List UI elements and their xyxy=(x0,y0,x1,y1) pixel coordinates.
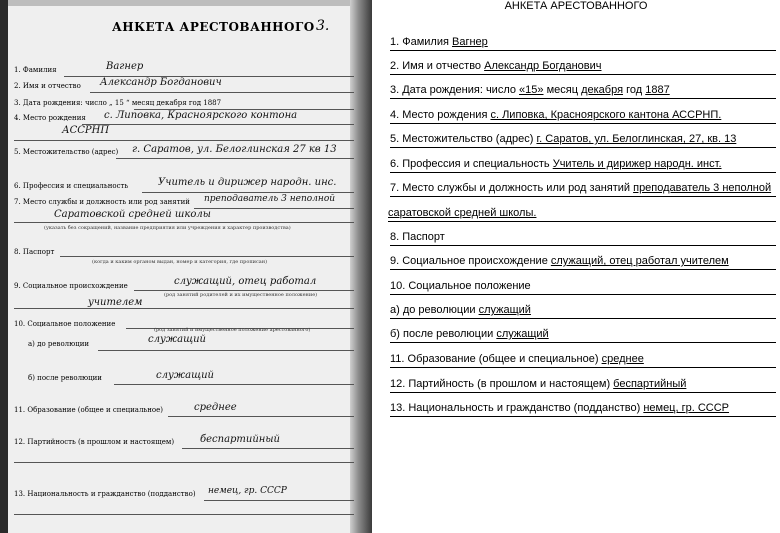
scan-row-7-label: 7. Место службы и должность или род занятий xyxy=(14,198,190,206)
line-1-value: Вагнер xyxy=(452,36,488,48)
line-10a-value: служащий xyxy=(478,304,531,316)
line-6-label: 6. Профессия и специальность xyxy=(390,158,553,170)
transcript-line-10b xyxy=(390,328,776,343)
line-3-month-label: месяц xyxy=(543,84,582,96)
transcript-line-10a xyxy=(390,304,776,319)
line-1-label: 1. Фамилия xyxy=(390,36,452,48)
scan-row-5 xyxy=(14,144,354,164)
scan-row-8-sub: (когда и каким органом выдан, номер и категория, где прописан) xyxy=(92,259,268,265)
line-12-value: беспартийный xyxy=(613,378,687,390)
transcript-line-6 xyxy=(390,158,776,173)
scan-row-5-label: 5. Местожительство (адрес) xyxy=(14,148,119,156)
transcript-title: АНКЕТА АРЕСТОВАННОГО xyxy=(504,0,648,12)
scan-row-1-hand: Вагнер xyxy=(106,61,144,72)
scan-row-4-hand: с. Липовка, Красноярского контона xyxy=(104,110,298,121)
scan-edge-left xyxy=(0,0,8,533)
transcript-line-11 xyxy=(390,353,776,368)
transcription-panel xyxy=(372,0,780,533)
line-12-label: 12. Партийность (в прошлом и настоящем) xyxy=(390,378,614,390)
scan-row-4-label: 4. Место рождения xyxy=(14,114,86,122)
transcript-line-3 xyxy=(390,84,776,99)
scan-page-number: 3. xyxy=(316,18,330,34)
scan-row-6-hand: Учитель и дирижер народн. инс. xyxy=(158,177,337,188)
line-9-value: служащий, отец работал учителем xyxy=(550,255,729,267)
line-13-value: немец, гр. СССР xyxy=(643,402,730,414)
line-9-label: 9. Социальное происхождение xyxy=(390,255,551,267)
line-2-value: Александр Богданович xyxy=(484,60,602,72)
scan-row-8 xyxy=(14,248,354,266)
scan-row-2 xyxy=(14,77,354,94)
scan-row-10a-hand: служащий xyxy=(148,334,206,345)
scan-row-2-label: 2. Имя и отчество xyxy=(14,82,81,90)
line-5-label: 5. Местожительство (адрес) xyxy=(390,133,537,145)
scan-row-10a xyxy=(14,334,354,354)
scan-row-10-sub: (род занятий и имущественное положение арестованного) xyxy=(154,327,311,333)
line-6-value: Учитель и дирижер народн. инст. xyxy=(552,158,722,170)
scan-row-4-hand2: АССРНП xyxy=(62,125,110,136)
line-11-value: среднее xyxy=(601,353,644,365)
line-10b-label: б) после революции xyxy=(390,328,497,340)
line-4-label: 4. Место рождения xyxy=(390,109,491,121)
line-10-label: 10. Социальное положение xyxy=(390,280,531,292)
scan-row-6-label: 6. Профессия и специальность xyxy=(14,182,129,190)
scan-row-9-sub: (род занятий родителей и их имущественное положение) xyxy=(164,292,318,298)
transcript-line-7 xyxy=(390,182,776,197)
scan-row-7 xyxy=(14,194,354,234)
line-3-value-day: «15» xyxy=(519,84,544,96)
scan-row-13-label: 13. Национальность и гражданство (подданство) xyxy=(14,490,196,498)
transcript-line-13 xyxy=(390,402,776,417)
scan-row-10b-hand: служащий xyxy=(156,370,214,381)
line-10a-label: а) до революции xyxy=(390,304,479,316)
scan-edge-top xyxy=(0,0,372,6)
scan-row-9-hand: служащий, отец работал xyxy=(174,276,317,287)
transcript-line-10 xyxy=(390,280,776,295)
transcript-line-2 xyxy=(390,60,776,75)
line-2-label: 2. Имя и отчество xyxy=(390,60,485,72)
scan-row-7-sub: (указать без сокращений, название предприятия или учреждения и характер производства) xyxy=(44,225,291,231)
line-3-year-label: год xyxy=(623,84,646,96)
line-3-value-year: 1887 xyxy=(645,84,670,96)
transcript-line-1 xyxy=(390,36,776,51)
scan-row-3-label: 3. Дата рождения: число „ 15 “ месяц декабря год 1887 xyxy=(14,99,222,107)
scan-row-2-hand: Александр Богданович xyxy=(100,77,222,88)
line-10b-value: служащий xyxy=(496,328,549,340)
scan-row-10b-label: б) после революции xyxy=(28,374,102,382)
transcript-line-8 xyxy=(390,231,776,246)
scan-row-9-hand2: учителем xyxy=(88,297,143,308)
line-8-label: 8. Паспорт xyxy=(390,231,445,243)
scan-row-11 xyxy=(14,402,354,420)
line-11-label: 11. Образование (общее и специальное) xyxy=(390,353,602,365)
transcript-line-4 xyxy=(390,109,776,124)
scan-row-10b xyxy=(14,370,354,388)
scan-title: АНКЕТА АРЕСТОВАННОГО xyxy=(112,20,315,34)
scan-row-9-label: 9. Социальное происхождение xyxy=(14,282,128,290)
line-7-label: 7. Место службы и должность или род занятий xyxy=(390,182,634,194)
transcript-line-7b xyxy=(388,207,776,222)
transcript-line-5 xyxy=(390,133,776,148)
scan-row-12-hand: беспартийный xyxy=(200,434,280,445)
scan-row-10a-label: а) до революции xyxy=(28,340,90,348)
scan-row-7-hand2: Саратовской средней школы xyxy=(54,209,211,220)
line-3-value-month: декабря xyxy=(581,84,624,96)
line-5-value: г. Саратов, ул. Белоглинская, 27, кв. 13 xyxy=(536,133,737,145)
line-7b-value: саратовской средней школы. xyxy=(388,207,537,219)
transcript-line-12 xyxy=(390,378,776,393)
scan-row-5-hand: г. Саратов, ул. Белоглинская 27 кв 13 xyxy=(132,144,337,155)
scan-row-12 xyxy=(14,434,354,464)
line-3-label: 3. Дата рождения: число xyxy=(390,84,520,96)
scan-row-8-label: 8. Паспорт xyxy=(14,248,55,256)
scan-row-11-label: 11. Образование (общее и специальное) xyxy=(14,406,163,414)
scan-row-10-label: 10. Социальное положение xyxy=(14,320,116,328)
scan-row-7-hand: преподаватель 3 неполной xyxy=(204,194,336,204)
scan-row-13-hand: немец, гр. СССР xyxy=(208,486,287,496)
scan-row-13 xyxy=(14,486,354,516)
scan-row-9 xyxy=(14,276,354,314)
line-7-value: преподаватель 3 неполной xyxy=(633,182,772,194)
scan-row-10 xyxy=(14,320,354,334)
scan-row-1-label: 1. Фамилия xyxy=(14,66,57,74)
line-4-value: с. Липовка, Красноярского кантона АССРНП. xyxy=(490,109,722,121)
scan-row-12-label: 12. Партийность (в прошлом и настоящем) xyxy=(14,438,175,446)
scan-row-11-hand: среднее xyxy=(194,402,237,413)
scan-row-4 xyxy=(14,110,354,144)
transcript-line-9 xyxy=(390,255,776,270)
line-13-label: 13. Национальность и гражданство (подданство) xyxy=(390,402,644,414)
scanned-form-image xyxy=(0,0,372,533)
